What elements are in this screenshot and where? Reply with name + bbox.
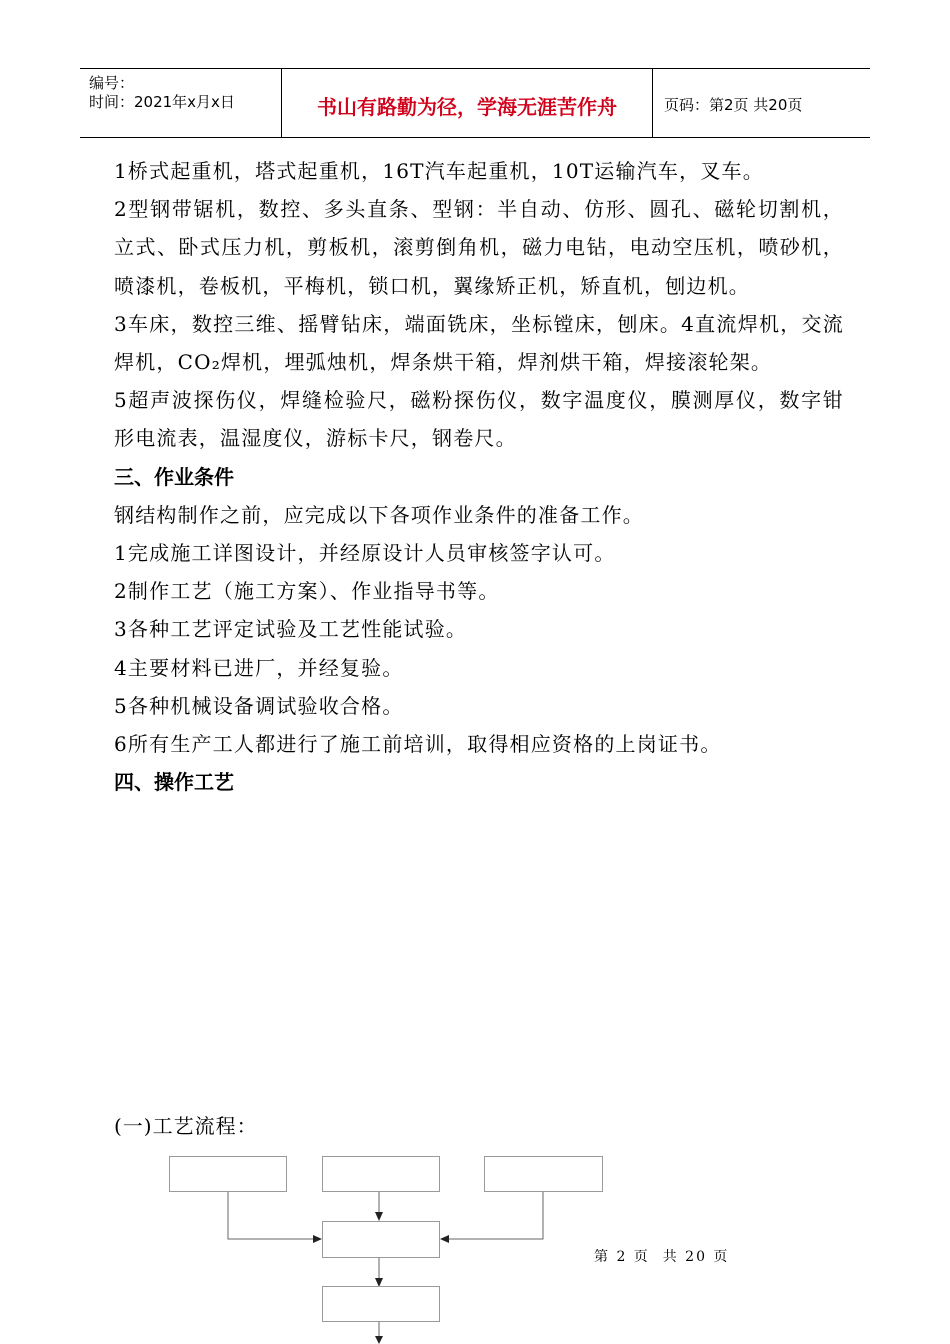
process-flow-title: (一)工艺流程： [114, 1114, 258, 1138]
arrowhead-bottom [375, 1336, 383, 1344]
condition-item: 5各种机械设备调试验收合格。 [114, 693, 404, 718]
equipment-list-5: 5超声波探伤仪，焊缝检验尺，磁粉探伤仪，数字温度仪，膜测厚仪，数字钳形电流表，温湿度仪，游标卡尺，钢卷尺。 [114, 388, 844, 451]
flow-box-top-center [322, 1156, 440, 1192]
flow-box-middle [322, 1221, 440, 1258]
header-motto: 书山有路勤为径，学海无涯苦作舟 [282, 69, 653, 137]
equipment-list-3: 3车床，数控三维、摇臂钻床，端面铣床，坐标镗床，刨床。4直流焊机，交流焊机，CO₂焊机，埋弧烛机，焊条烘干箱，焊剂烘干箱，焊接滚轮架。 [114, 311, 844, 375]
section-3-title: 三、作业条件 [114, 464, 234, 489]
arrowhead-top [375, 1212, 383, 1221]
connector-right [448, 1191, 543, 1239]
condition-item: 6所有生产工人都进行了施工前培训，取得相应资格的上岗证书。 [114, 732, 722, 757]
flow-box-top-left [169, 1156, 287, 1192]
code-label: 编号： [89, 74, 135, 92]
equipment-list-1: 1桥式起重机，塔式起重机，16T汽车起重机，10T运输汽车，叉车。 [114, 159, 764, 183]
flow-box-lower [322, 1286, 440, 1322]
arrowhead-left [313, 1235, 322, 1243]
footer-page-number: 第 2 页 共 20 页 [594, 1249, 730, 1265]
section-3-intro: 钢结构制作之前，应完成以下各项作业条件的准备工作。 [114, 502, 644, 527]
connector-left [228, 1191, 314, 1239]
flow-box-top-right [484, 1156, 603, 1192]
arrowhead-right [440, 1235, 449, 1243]
condition-item: 2制作工艺（施工方案）、作业指导书等。 [114, 579, 500, 604]
condition-item: 1完成施工详图设计，并经原设计人员审核签字认可。 [114, 541, 616, 566]
condition-item: 4主要材料已进厂，并经复验。 [114, 655, 404, 680]
equipment-list-2: 2型钢带锯机，数控、多头直条、型钢：半自动、仿形、圆孔、磁轮切割机，立式、卧式压力机，剪板机，滚剪倒角机，磁力电钻，电动空压机，喷砂机，喷漆机，卷板机，平梅机，锁口机，翼缘矫正机，矫直机，刨边机。 [114, 197, 844, 298]
condition-item: 3各种工艺评定试验及工艺性能试验。 [114, 617, 468, 642]
time-label: 时间：2021年x月x日 [89, 93, 235, 111]
section-4-title: 四、操作工艺 [114, 770, 234, 795]
header-page-info: 页码：第2页 共20页 [664, 95, 803, 114]
